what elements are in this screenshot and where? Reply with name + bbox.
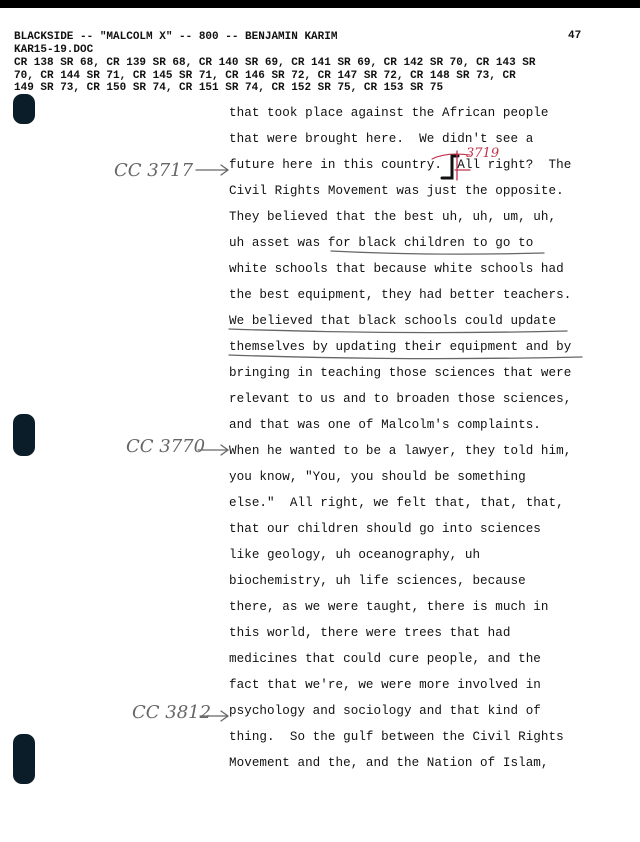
transcript-line: psychology and sociology and that kind of (229, 704, 541, 718)
transcript-line: there, as we were taught, there is much in (229, 600, 549, 614)
edit-bracket-mark (432, 151, 470, 180)
transcript-line: that our children should go into sciences (229, 522, 541, 536)
transcript-line: Movement and the, and the Nation of Islam, (229, 756, 549, 770)
transcript-line: that took place against the African people (229, 106, 549, 120)
document-header-title: BLACKSIDE -- "MALCOLM X" -- 800 -- BENJAMIN KARIM (14, 31, 338, 43)
timecode-annotation-red: 3719 (466, 146, 500, 161)
transcript-line: themselves by updating their equipment and by (229, 340, 572, 354)
reel-codes-line-3: 149 SR 73, CR 150 SR 74, CR 151 SR 74, CR 152 SR 75, CR 153 SR 75 (14, 82, 444, 94)
transcript-line: uh asset was for black children to go to (229, 236, 534, 250)
document-file-name: KAR15-19.DOC (14, 44, 94, 56)
transcript-line: the best equipment, they had better teachers. (229, 288, 572, 302)
transcript-line: white schools that because white schools had (229, 262, 564, 276)
transcript-line: like geology, uh oceanography, uh (229, 548, 481, 562)
transcript-line: you know, "You, you should be something (229, 470, 526, 484)
page-number: 47 (568, 30, 582, 42)
transcript-line: We believed that black schools could update (229, 314, 557, 328)
transcript-line: and that was one of Malcolm's complaints. (229, 418, 541, 432)
transcript-line: relevant to us and to broaden those sciences, (229, 392, 572, 406)
transcript-line: thing. So the gulf between the Civil Rights (229, 730, 564, 744)
transcript-line: else." All right, we felt that, that, that, (229, 496, 564, 510)
timecode-annotation-2: CC 3770 (126, 436, 206, 457)
transcript-line: biochemistry, uh life sciences, because (229, 574, 526, 588)
timecode-annotation-1: CC 3717 (114, 160, 194, 181)
transcript-line: bringing in teaching those sciences that were (229, 366, 572, 380)
transcript-line: Civil Rights Movement was just the opposite. (229, 184, 564, 198)
transcript-line: that were brought here. We didn't see a (229, 132, 534, 146)
underline-mark (229, 355, 582, 359)
reel-codes-line-2: 70, CR 144 SR 71, CR 145 SR 71, CR 146 SR 72, CR 147 SR 72, CR 148 SR 73, CR (14, 70, 516, 82)
timecode-annotation-3: CC 3812 (132, 702, 212, 723)
arrow-icon (200, 711, 228, 721)
arrow-icon (198, 445, 228, 455)
transcript-line: medicines that could cure people, and the (229, 652, 541, 666)
transcript-line: future here in this country. All right? The (229, 158, 572, 172)
underline-mark (331, 251, 544, 254)
transcript-line: this world, there were trees that had (229, 626, 511, 640)
transcript-line: They believed that the best uh, uh, um, uh, (229, 210, 557, 224)
reel-codes-line-1: CR 138 SR 68, CR 139 SR 68, CR 140 SR 69, CR 141 SR 69, CR 142 SR 70, CR 143 SR (14, 57, 536, 69)
underline-mark (229, 329, 567, 333)
transcript-line: When he wanted to be a lawyer, they told him, (229, 444, 572, 458)
arrow-icon (196, 165, 228, 175)
transcript-line: fact that we're, we were more involved in (229, 678, 541, 692)
